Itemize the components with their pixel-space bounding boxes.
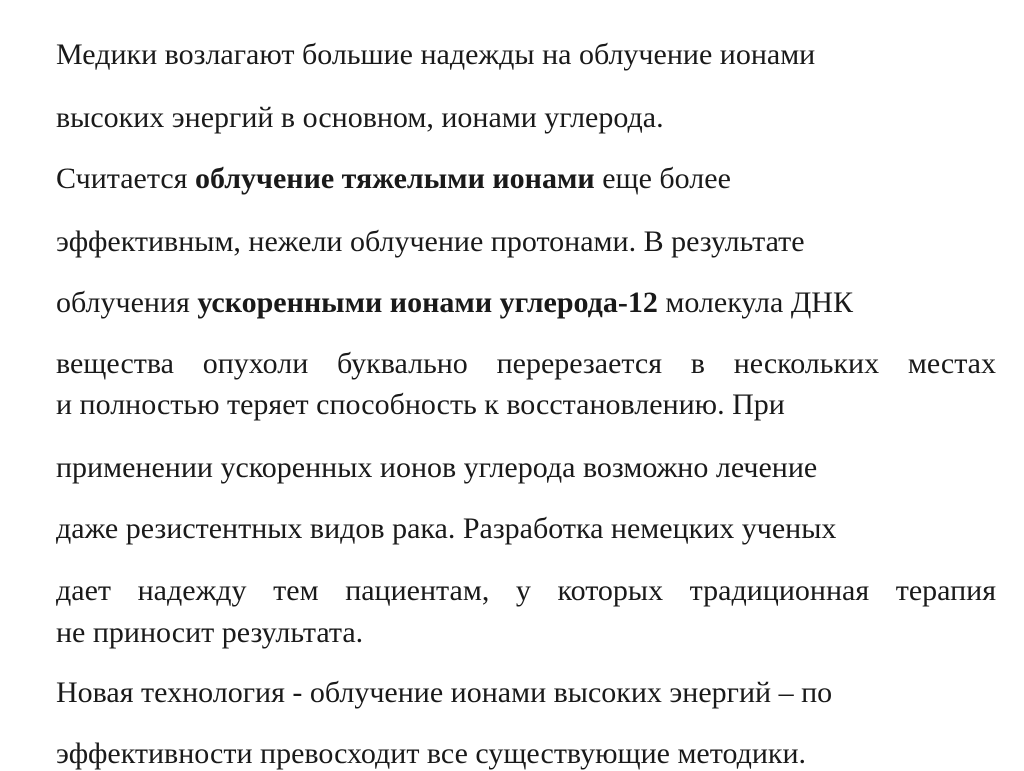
text-line-3-end: еще более xyxy=(594,162,731,195)
text-line-3 xyxy=(56,162,731,196)
text-line-2: высоких энергий в основном, ионами углерода. xyxy=(56,101,664,134)
text-line-10: дает надежду тем пациентам, у которых традиционная терапия xyxy=(56,574,996,607)
text-line-7: и полностью теряет способность к восстановлению. При xyxy=(56,388,785,421)
text-line-1: Медики возлагают большие надежды на облучение ионами xyxy=(56,38,816,71)
text-line-3-start: Считается xyxy=(56,162,195,195)
text-line-13: эффективности превосходит все существующие методики. xyxy=(56,737,807,770)
bold-phrase-heavy-ions: облучение тяжелыми ионами xyxy=(194,162,595,195)
text-line-12: Новая технология - облучение ионами высоких энергий – по xyxy=(56,676,833,709)
text-line-6: вещества опухоли буквально перерезается в нескольких местах xyxy=(56,347,996,380)
text-line-5 xyxy=(56,286,853,320)
text-line-9: даже резистентных видов рака. Разработка немецких ученых xyxy=(56,512,837,545)
bold-phrase-carbon-ions: ускоренными ионами углерода-12 xyxy=(197,286,658,319)
text-line-5-start: облучения xyxy=(56,286,198,319)
text-line-5-end: молекула ДНК xyxy=(657,286,853,319)
text-line-8: применении ускоренных ионов углерода возможно лечение xyxy=(56,451,818,484)
text-line-4: эффективным, нежели облучение протонами. В результате xyxy=(56,225,805,258)
text-line-11: не приносит результата. xyxy=(56,616,364,649)
